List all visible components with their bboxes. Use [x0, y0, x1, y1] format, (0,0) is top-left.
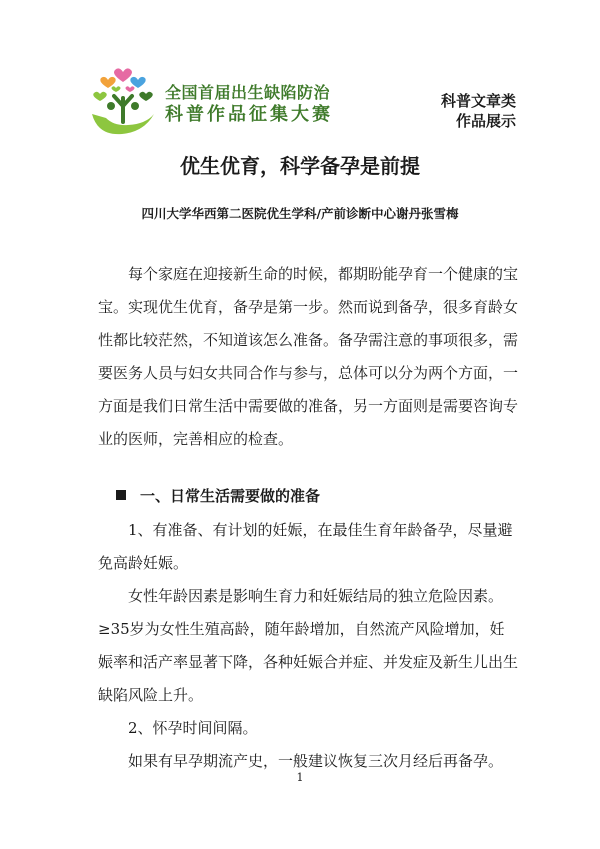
item-2-paragraph: 2、怀孕时间间隔。	[128, 719, 258, 737]
section-heading	[116, 485, 320, 506]
page-number: 1	[296, 771, 304, 784]
logo-title-line1: 全国首届出生缺陷防治	[165, 83, 331, 102]
item-1-detail-paragraph: 女性年龄因素是影响生育力和妊娠结局的独立危险因素。≥35岁为女性生殖高龄，随年龄增加，自然流产风险增加，妊娠率和活产率显著下降，各种妊娠合并症、并发症及新生儿出生缺陷风险上升。	[98, 587, 519, 704]
category-label: 科普文章类	[440, 92, 516, 110]
category-sublabel: 作品展示	[455, 112, 516, 130]
logo-title-line2: 科普作品征集大赛	[165, 104, 333, 125]
article-title: 优生优育，科学备孕是前提	[180, 154, 420, 178]
square-bullet-icon	[116, 490, 126, 500]
item-1-paragraph: 1、有准备、有计划的妊娠，在最佳生育年龄备孕，尽量避免高龄妊娠。	[98, 521, 513, 572]
item-2-detail-paragraph: 如果有早孕期流产史，一般建议恢复三次月经后再备孕。	[128, 752, 504, 770]
intro-paragraph: 每个家庭在迎接新生命的时候，都期盼能孕育一个健康的宝宝。实现优生优育，备孕是第一步。然而说到备孕，很多育龄女性都比较茫然，不知道该怎么准备。备孕需注意的事项很多，需要医务人员与妇女共同合作与参与，总体可以分为两个方面，一方面是我们日常生活中需要做的准备，另一方面则是需要咨询专业的医师，完善相应的检查。	[98, 265, 519, 448]
article-author: 四川大学华西第二医院优生学科/产前诊断中心谢丹张雪梅	[141, 206, 459, 221]
section-heading-text: 一、日常生活需要做的准备	[140, 487, 321, 505]
contest-logo-icon	[88, 62, 158, 140]
